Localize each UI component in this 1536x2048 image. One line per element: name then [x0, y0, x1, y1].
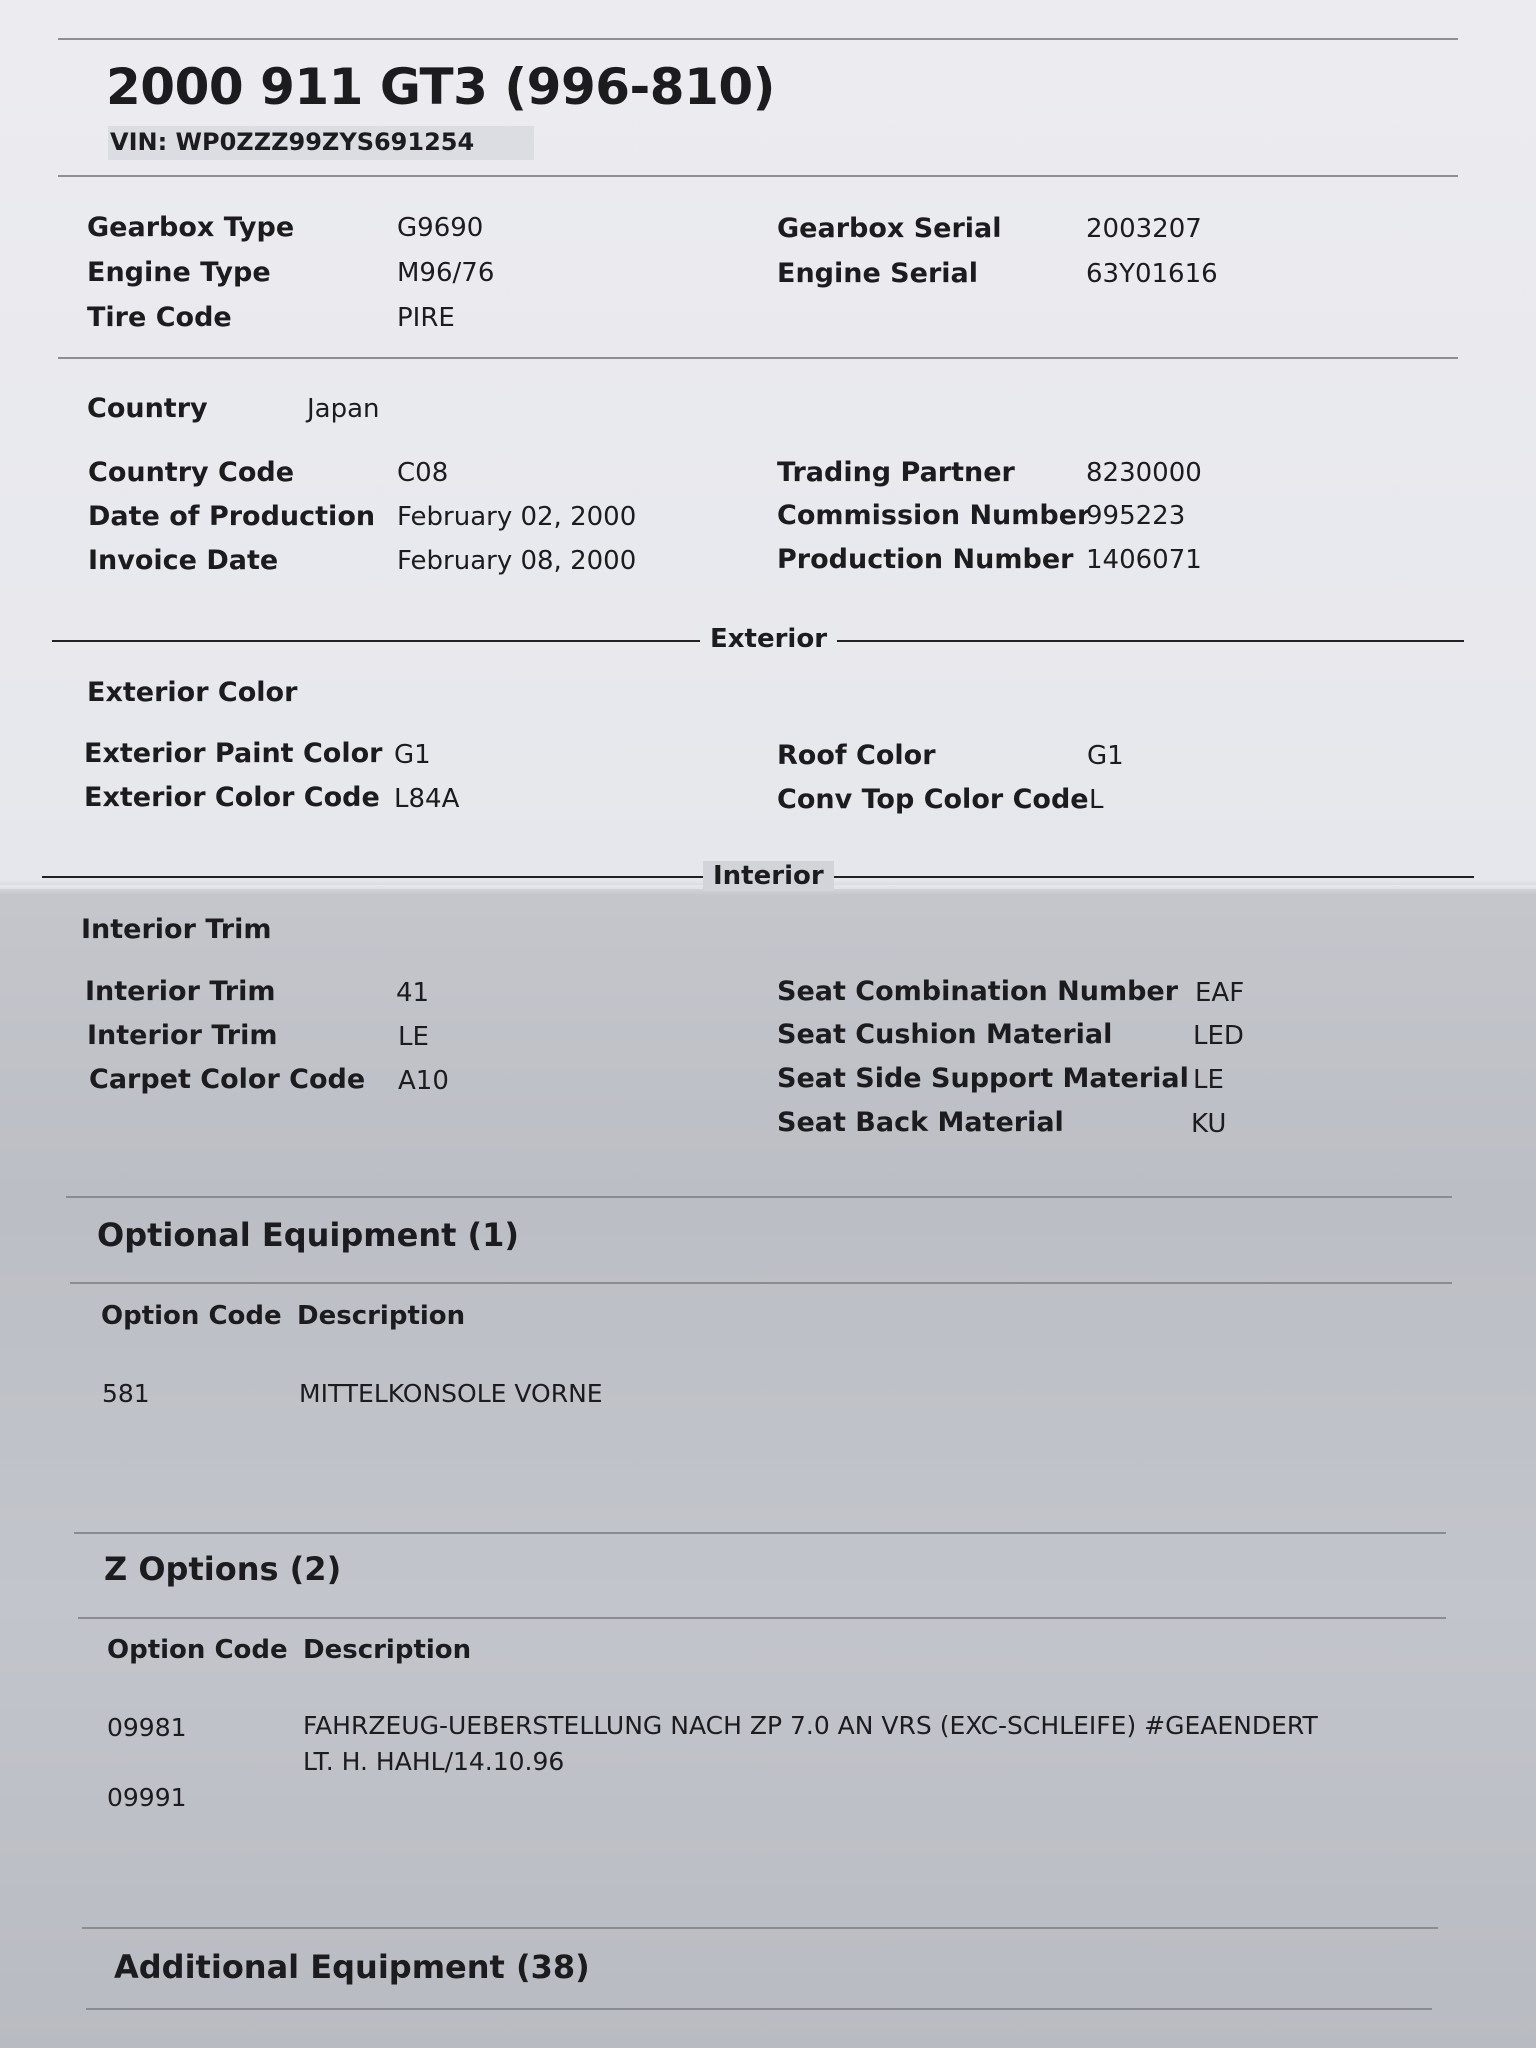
z-options-col-description: Description [303, 1635, 472, 1665]
option-code-cell: 581 [102, 1379, 150, 1408]
seat-side-support-material-label: Seat Side Support Material [777, 1063, 1189, 1094]
commission-number-value: 995223 [1086, 501, 1186, 531]
engine-serial-value: 63Y01616 [1086, 259, 1218, 289]
z-options-top-rule [74, 1532, 1446, 1534]
interior-divider-label: Interior [703, 861, 834, 891]
exterior-color-code-value: L84A [394, 784, 460, 814]
gearbox-type-value: G9690 [397, 213, 484, 243]
gearbox-serial-label: Gearbox Serial [777, 213, 1002, 244]
seat-combination-number-label: Seat Combination Number [777, 976, 1179, 1007]
conv-top-color-code-value: L [1089, 785, 1104, 815]
z-options-title: Z Options (2) [104, 1550, 342, 1588]
country-value: Japan [307, 394, 380, 424]
production-number-label: Production Number [777, 544, 1074, 575]
additional-equipment-top-rule [82, 1927, 1438, 1929]
optional-equipment-col-description: Description [297, 1301, 466, 1331]
engine-type-value: M96/76 [397, 258, 495, 288]
page-title: 2000 911 GT3 (996-810) [106, 58, 776, 116]
top-rule [58, 38, 1458, 40]
country-label: Country [87, 393, 208, 424]
additional-equipment-header-rule [86, 2008, 1432, 2010]
production-date-label: Date of Production [88, 501, 376, 532]
seat-cushion-material-label: Seat Cushion Material [777, 1019, 1113, 1050]
country-code-value: C08 [397, 458, 449, 488]
optional-equipment-title: Optional Equipment (1) [97, 1216, 520, 1254]
invoice-date-label: Invoice Date [88, 545, 279, 576]
z-option-code-cell: 09981 [107, 1713, 187, 1742]
z-options-col-code: Option Code [107, 1635, 288, 1665]
invoice-date-value: February 08, 2000 [397, 546, 637, 576]
exterior-color-code-label: Exterior Color Code [84, 782, 380, 813]
engine-type-label: Engine Type [87, 257, 271, 288]
interior-trim-label: Interior Trim [85, 976, 276, 1007]
additional-equipment-title: Additional Equipment (38) [114, 1948, 590, 1986]
commission-number-label: Commission Number [777, 500, 1091, 531]
gearbox-type-label: Gearbox Type [87, 212, 295, 243]
country-code-label: Country Code [88, 457, 295, 488]
z-options-header-rule [78, 1617, 1446, 1619]
seat-cushion-material-value: LED [1193, 1021, 1244, 1051]
tire-code-value: PIRE [397, 303, 455, 333]
vin-number: VIN: WP0ZZZ99ZYS691254 [108, 126, 534, 160]
interior-trim-material-label: Interior Trim [87, 1020, 278, 1051]
interior-trim-value: 41 [396, 978, 430, 1008]
carpet-color-code-label: Carpet Color Code [89, 1064, 366, 1095]
exterior-paint-color-label: Exterior Paint Color [84, 738, 383, 769]
tire-code-label: Tire Code [87, 302, 232, 333]
z-option-description-cell: FAHRZEUG-UEBERSTELLUNG NACH ZP 7.0 AN VRS (EXC-SCHLEIFE) #GEAENDERT LT. H. HAHL/14.10.96 [303, 1711, 1318, 1776]
seat-combination-number-value: EAF [1195, 978, 1245, 1008]
exterior-paint-color-value: G1 [394, 740, 431, 770]
production-date-value: February 02, 2000 [397, 502, 637, 532]
roof-color-value: G1 [1087, 741, 1124, 771]
carpet-color-code-value: A10 [398, 1066, 449, 1096]
interior-trim-material-value: LE [398, 1022, 429, 1052]
trading-partner-value: 8230000 [1086, 458, 1202, 488]
conv-top-color-code-label: Conv Top Color Code [777, 784, 1089, 815]
option-description-cell: MITTELKONSOLE VORNE [299, 1379, 603, 1408]
interior-trim-heading: Interior Trim [81, 914, 272, 945]
header-rule [58, 175, 1458, 177]
exterior-color-heading: Exterior Color [87, 677, 298, 708]
z-option-code-cell: 09991 [107, 1783, 187, 1812]
engine-serial-label: Engine Serial [777, 258, 978, 289]
gearbox-serial-value: 2003207 [1086, 214, 1202, 244]
optional-equipment-top-rule [66, 1196, 1452, 1198]
trading-partner-label: Trading Partner [777, 457, 1015, 488]
optional-equipment-col-code: Option Code [101, 1301, 282, 1331]
seat-side-support-material-value: LE [1193, 1065, 1224, 1095]
seat-back-material-label: Seat Back Material [777, 1107, 1064, 1138]
powertrain-rule [58, 357, 1458, 359]
optional-equipment-header-rule [70, 1282, 1452, 1284]
seat-back-material-value: KU [1191, 1109, 1227, 1139]
roof-color-label: Roof Color [777, 740, 936, 771]
production-number-value: 1406071 [1086, 545, 1202, 575]
exterior-divider-label: Exterior [700, 624, 837, 654]
